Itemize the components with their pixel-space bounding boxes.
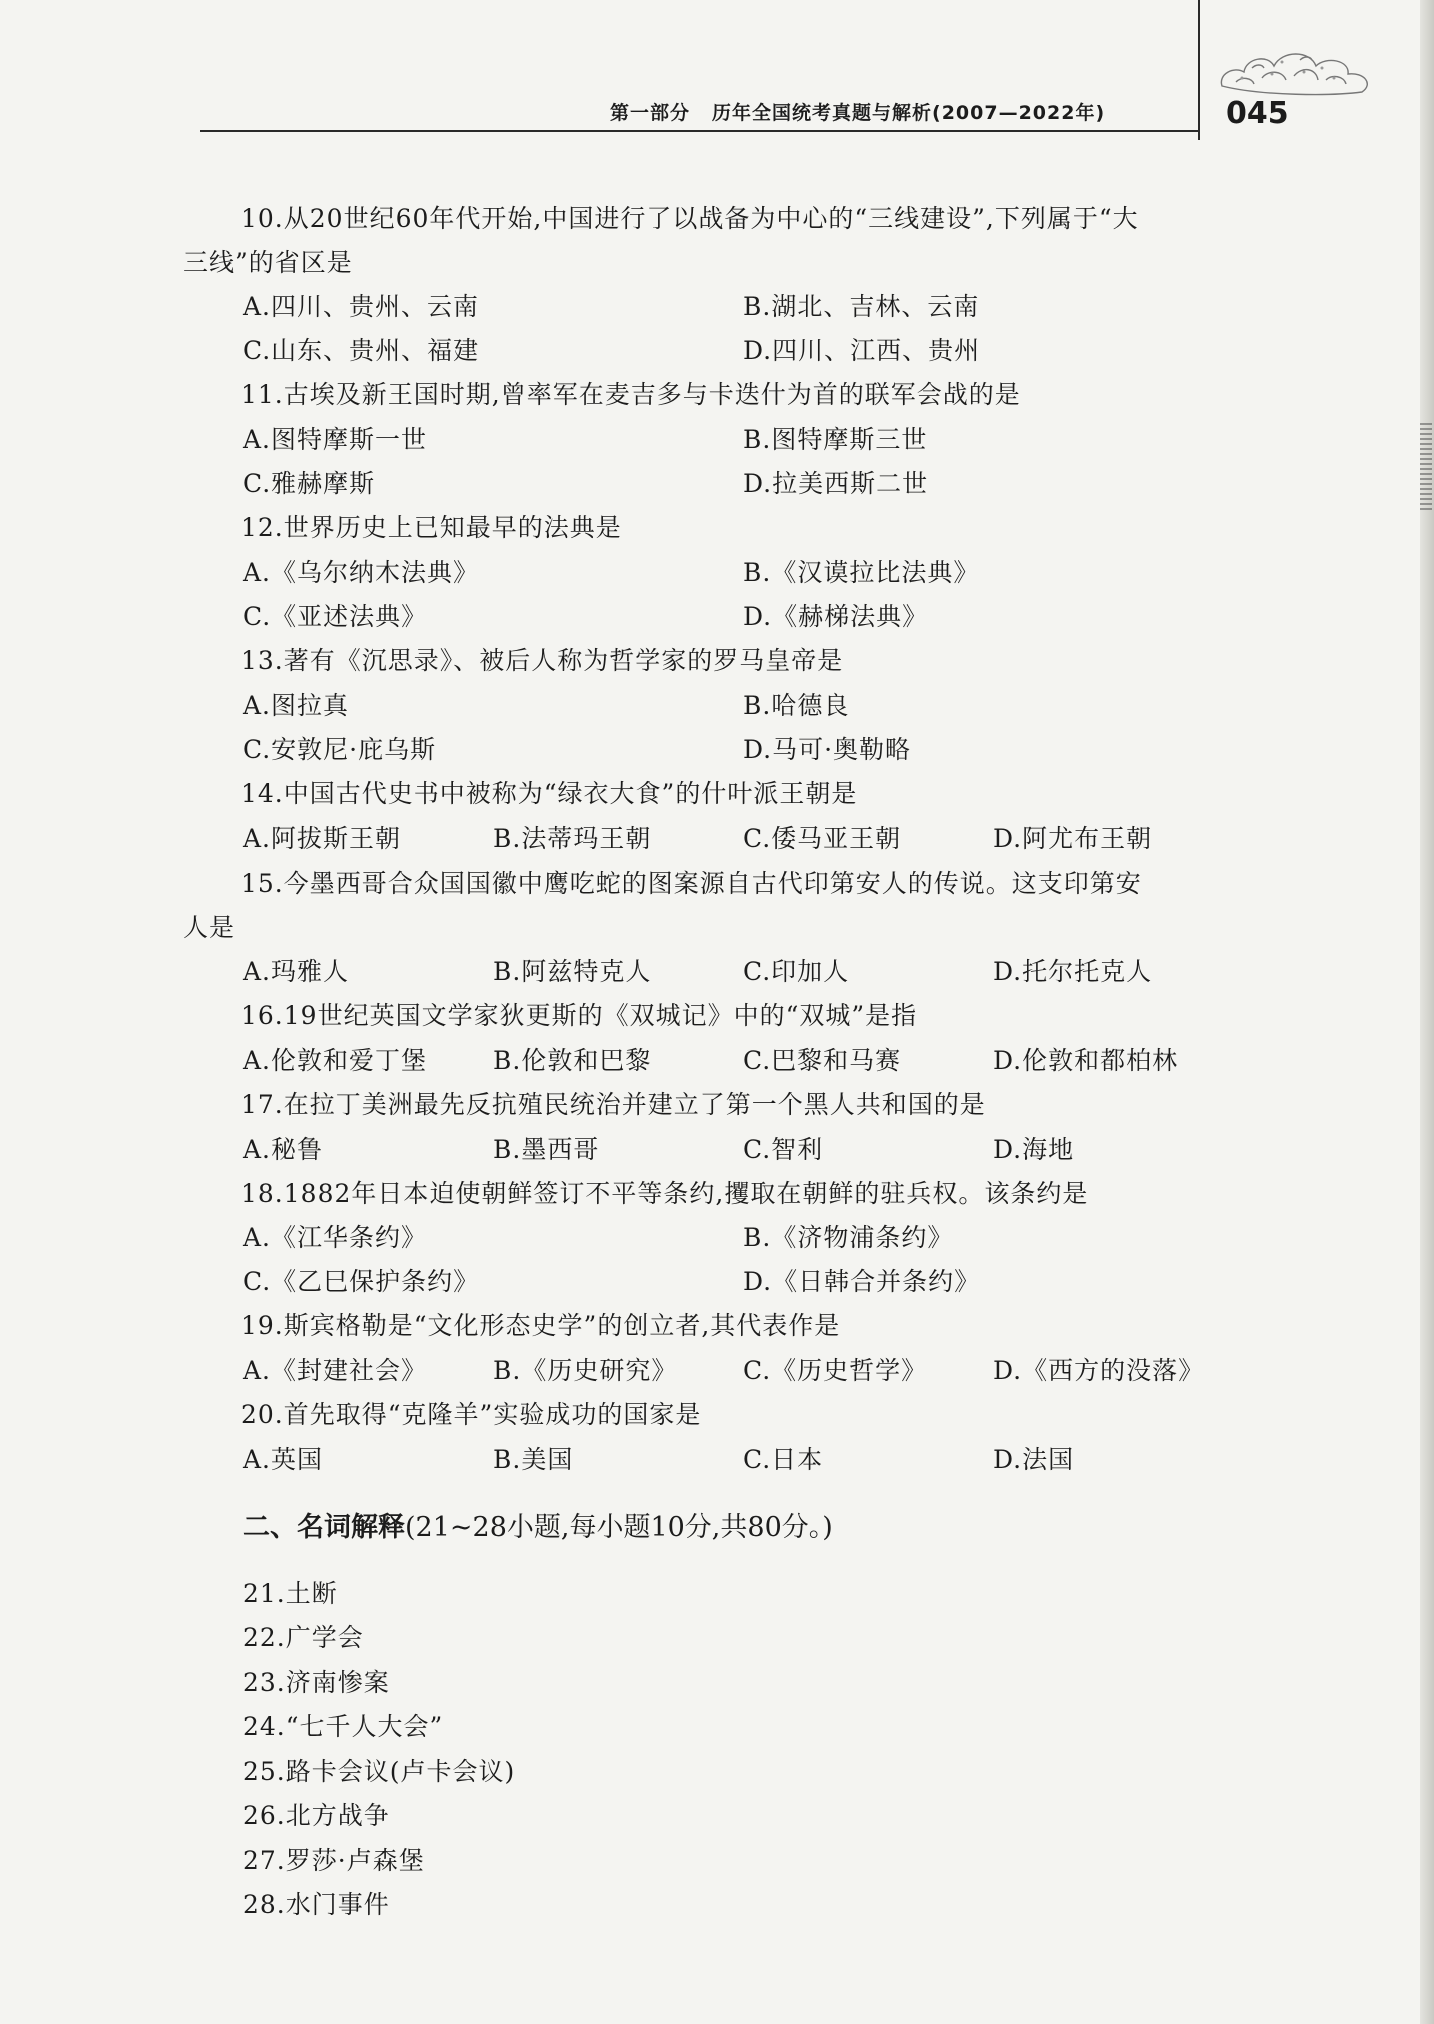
option-d: D.法国	[993, 1445, 1075, 1474]
option-c: C.巴黎和马赛	[743, 1046, 902, 1075]
term-item: 27.罗莎·卢森堡	[243, 1846, 425, 1875]
option-d: D.拉美西斯二世	[743, 469, 929, 498]
header-rule	[200, 130, 1200, 132]
option-c: C.《历史哲学》	[743, 1356, 928, 1385]
section-note: (21~28小题,每小题10分,共80分。)	[405, 1512, 833, 1543]
section-title: 二、名词解释	[243, 1512, 405, 1543]
option-d: D.《西方的没落》	[993, 1356, 1205, 1385]
page-number: 045	[1226, 96, 1289, 131]
option-d: D.托尔托克人	[993, 957, 1153, 986]
option-c: C.智利	[743, 1135, 824, 1164]
option-d: D.马可·奥勒略	[743, 735, 912, 764]
option-b: B.图特摩斯三世	[743, 425, 928, 454]
option-a: A.《乌尔纳木法典》	[243, 558, 480, 587]
option-b: B.《济物浦条约》	[743, 1223, 954, 1252]
term-item: 26.北方战争	[243, 1801, 390, 1830]
option-c: C.《乙巳保护条约》	[243, 1267, 480, 1296]
option-d: D.阿尤布王朝	[993, 824, 1153, 853]
header-title: 历年全国统考真题与解析(2007—2022年)	[712, 102, 1106, 124]
running-header	[610, 98, 1105, 125]
option-d: D.伦敦和都柏林	[993, 1046, 1179, 1075]
question-12: 12.世界历史上已知最早的法典是	[241, 513, 622, 542]
option-c: C.山东、贵州、福建	[243, 336, 480, 365]
term-item: 25.路卡会议(卢卡会议)	[243, 1757, 516, 1786]
option-b: B.伦敦和巴黎	[493, 1046, 652, 1075]
option-c: C.倭马亚王朝	[743, 824, 902, 853]
scan-mark	[1420, 420, 1432, 510]
question-14: 14.中国古代史书中被称为“绿衣大食”的什叶派王朝是	[241, 779, 858, 808]
question-18: 18.1882年日本迫使朝鲜签订不平等条约,攫取在朝鲜的驻兵权。该条约是	[241, 1179, 1089, 1208]
term-item: 21.土断	[243, 1579, 338, 1608]
option-b: B.湖北、吉林、云南	[743, 292, 980, 321]
option-a: A.《封建社会》	[243, 1356, 428, 1385]
option-d: D.四川、江西、贵州	[743, 336, 981, 365]
question-17: 17.在拉丁美洲最先反抗殖民统治并建立了第一个黑人共和国的是	[241, 1090, 986, 1119]
option-c: C.安敦尼·庇乌斯	[243, 735, 437, 764]
option-b: B.《历史研究》	[493, 1356, 678, 1385]
question-15: 15.今墨西哥合众国国徽中鹰吃蛇的图案源自古代印第安人的传说。这支印第安	[241, 869, 1142, 898]
option-b: B.美国	[493, 1445, 574, 1474]
question-19: 19.斯宾格勒是“文化形态史学”的创立者,其代表作是	[241, 1311, 841, 1340]
option-a: A.玛雅人	[243, 957, 350, 986]
page-edge	[1420, 0, 1434, 2024]
section-heading	[243, 1505, 833, 1544]
option-b: B.法蒂玛王朝	[493, 824, 652, 853]
header-part: 第一部分	[610, 102, 691, 124]
question-16: 16.19世纪英国文学家狄更斯的《双城记》中的“双城”是指	[241, 1001, 918, 1030]
option-c: C.《亚述法典》	[243, 602, 428, 631]
option-b: B.阿兹特克人	[493, 957, 652, 986]
question-15-cont: 人是	[183, 913, 236, 942]
option-a: A.四川、贵州、云南	[243, 292, 480, 321]
question-13: 13.著有《沉思录》、被后人称为哲学家的罗马皇帝是	[241, 646, 844, 675]
option-c: C.日本	[743, 1445, 824, 1474]
question-11: 11.古埃及新王国时期,曾率军在麦吉多与卡迭什为首的联军会战的是	[241, 380, 1021, 409]
option-a: A.《江华条约》	[243, 1223, 428, 1252]
option-a: A.图拉真	[243, 691, 350, 720]
option-c: C.印加人	[743, 957, 850, 986]
question-10: 10.从20世纪60年代开始,中国进行了以战备为中心的“三线建设”,下列属于“大	[241, 204, 1139, 233]
option-a: A.伦敦和爱丁堡	[243, 1046, 428, 1075]
option-a: A.图特摩斯一世	[243, 425, 428, 454]
option-c: C.雅赫摩斯	[243, 469, 376, 498]
question-20: 20.首先取得“克隆羊”实验成功的国家是	[241, 1400, 702, 1429]
term-item: 23.济南惨案	[243, 1668, 390, 1697]
term-item: 24.“七千人大会”	[243, 1712, 444, 1741]
term-item: 28.水门事件	[243, 1890, 390, 1919]
header-divider	[1198, 0, 1200, 140]
option-d: D.《日韩合并条约》	[743, 1267, 981, 1296]
option-d: D.《赫梯法典》	[743, 602, 929, 631]
option-a: A.英国	[243, 1445, 324, 1474]
option-a: A.秘鲁	[243, 1135, 324, 1164]
option-b: B.《汉谟拉比法典》	[743, 558, 980, 587]
option-d: D.海地	[993, 1135, 1075, 1164]
question-10-cont: 三线”的省区是	[183, 248, 353, 277]
option-b: B.墨西哥	[493, 1135, 600, 1164]
option-a: A.阿拔斯王朝	[243, 824, 402, 853]
option-b: B.哈德良	[743, 691, 850, 720]
term-item: 22.广学会	[243, 1623, 364, 1652]
